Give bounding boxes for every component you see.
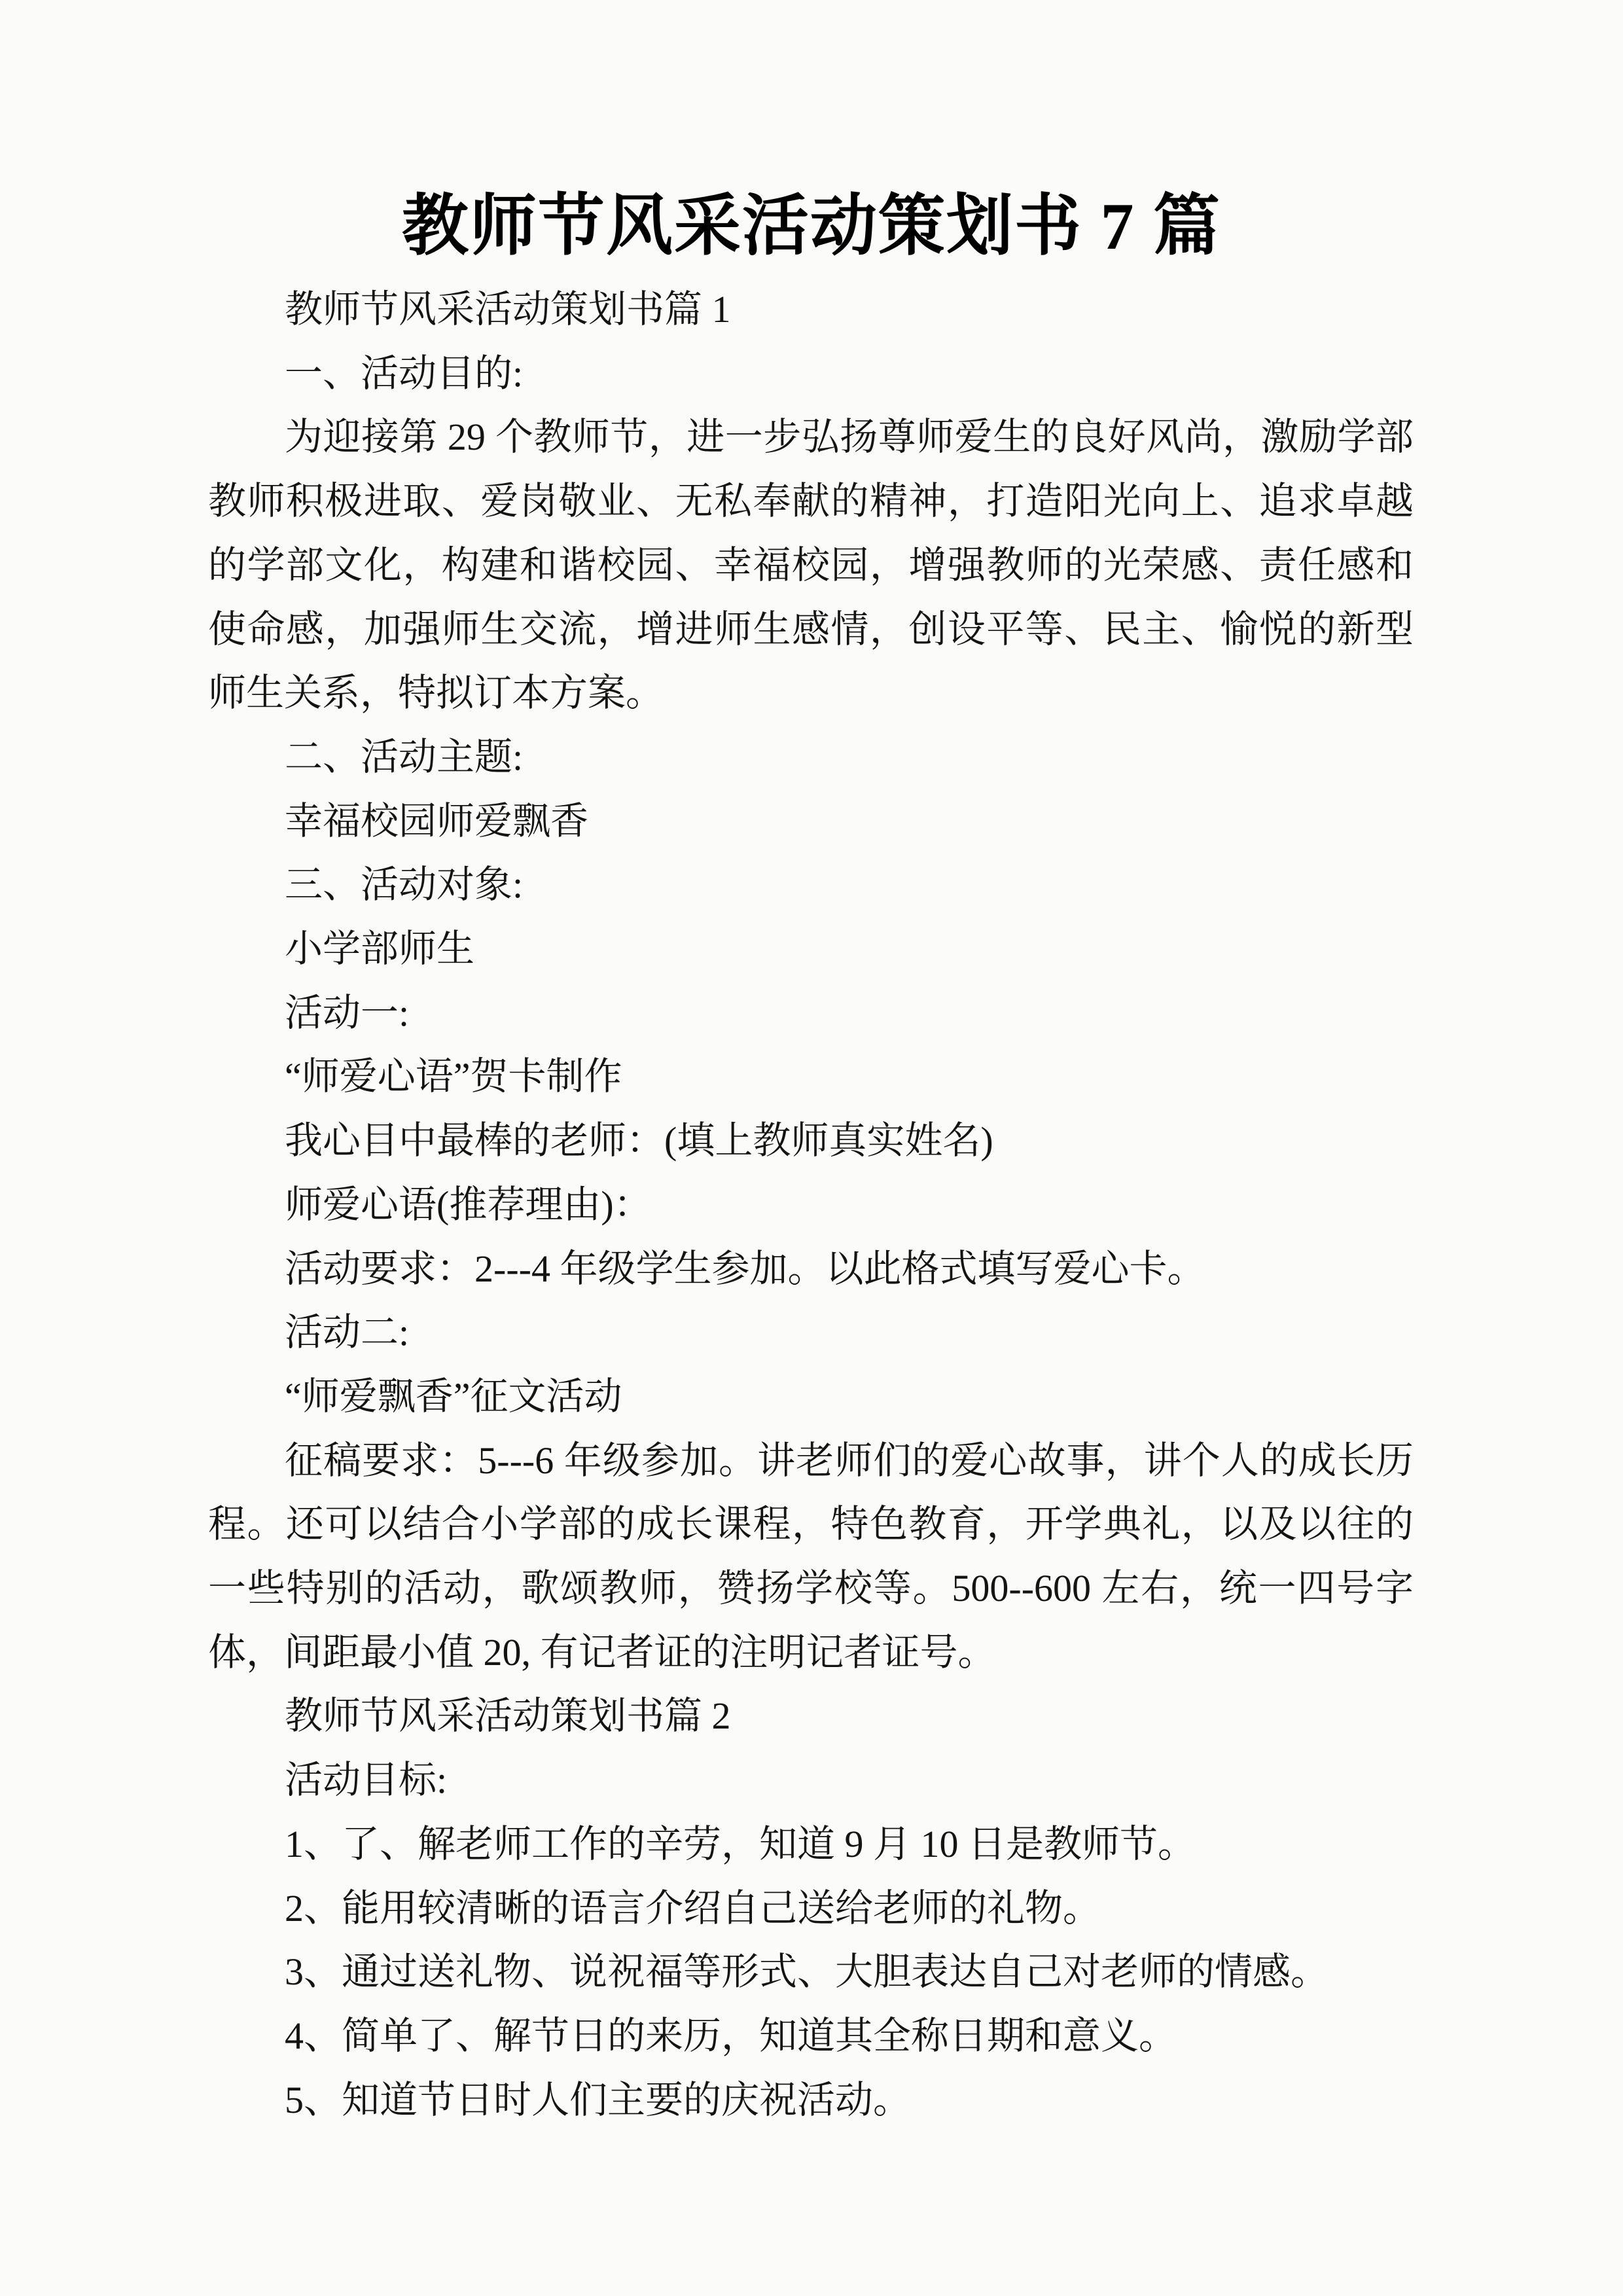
paragraph: “师爱心语”贺卡制作 bbox=[285, 1055, 622, 1098]
paragraph: 活动二: bbox=[285, 1311, 410, 1354]
paragraph: 4、简单了、解节日的来历，知道其全称日期和意义。 bbox=[285, 2014, 1177, 2057]
paragraph: 三、活动对象: bbox=[285, 863, 524, 906]
paragraph: “师爱飘香”征文活动 bbox=[285, 1374, 622, 1418]
document-body bbox=[208, 278, 1414, 2132]
paragraph: 活动目标: bbox=[285, 1759, 448, 1802]
paragraph: 小学部师生 bbox=[285, 927, 475, 971]
paragraph: 教师节风采活动策划书篇 2 bbox=[285, 1695, 731, 1738]
paragraph: 二、活动主题: bbox=[285, 735, 524, 778]
paragraph: 2、能用较清晰的语言介绍自己送给老师的礼物。 bbox=[285, 1886, 1101, 1929]
paragraph: 3、通过送礼物、说祝福等形式、大胆表达自己对老师的情感。 bbox=[285, 1950, 1329, 1994]
paragraph: 活动一: bbox=[285, 991, 410, 1034]
paragraph: 活动要求：2---4 年级学生参加。以此格式填写爱心卡。 bbox=[285, 1247, 1205, 1290]
paragraph: 幸福校园师爱飘香 bbox=[285, 799, 589, 842]
document-title: 教师节风采活动策划书 7 篇 bbox=[402, 190, 1221, 264]
paragraph: 5、知道节日时人们主要的庆祝活动。 bbox=[285, 2078, 912, 2121]
paragraph: 我心目中最棒的老师：(填上教师真实姓名) bbox=[285, 1119, 993, 1162]
paragraph: 为迎接第 29 个教师节，进一步弘扬尊师爱生的良好风尚，激励学部教师积极进取、爱岗敬业、无私奉献的精神，打造阳光向上、追求卓越的学部文化，构建和谐校园、幸福校园，增强教师的光荣感、责任感和使命感，加强师生交流，增进师生感情，创设平等、民主、愉悦的新型师生关系，特拟订本方案。 bbox=[208, 416, 1414, 715]
paragraph: 师爱心语(推荐理由)： bbox=[285, 1183, 652, 1226]
paragraph: 1、了、解老师工作的辛劳，知道 9 月 10 日是教师节。 bbox=[285, 1822, 1196, 1865]
paragraph: 一、活动目的: bbox=[285, 351, 524, 395]
paragraph: 教师节风采活动策划书篇 1 bbox=[285, 288, 731, 331]
paragraph: 征稿要求：5---6 年级参加。讲老师们的爱心故事，讲个人的成长历程。还可以结合小学部的成长课程，特色教育，开学典礼，以及以往的一些特别的活动，歌颂教师，赞扬学校等。500--600 左右，统一四号字体，间距最小值 20, 有记者证的注明记者证号。 bbox=[208, 1439, 1414, 1674]
